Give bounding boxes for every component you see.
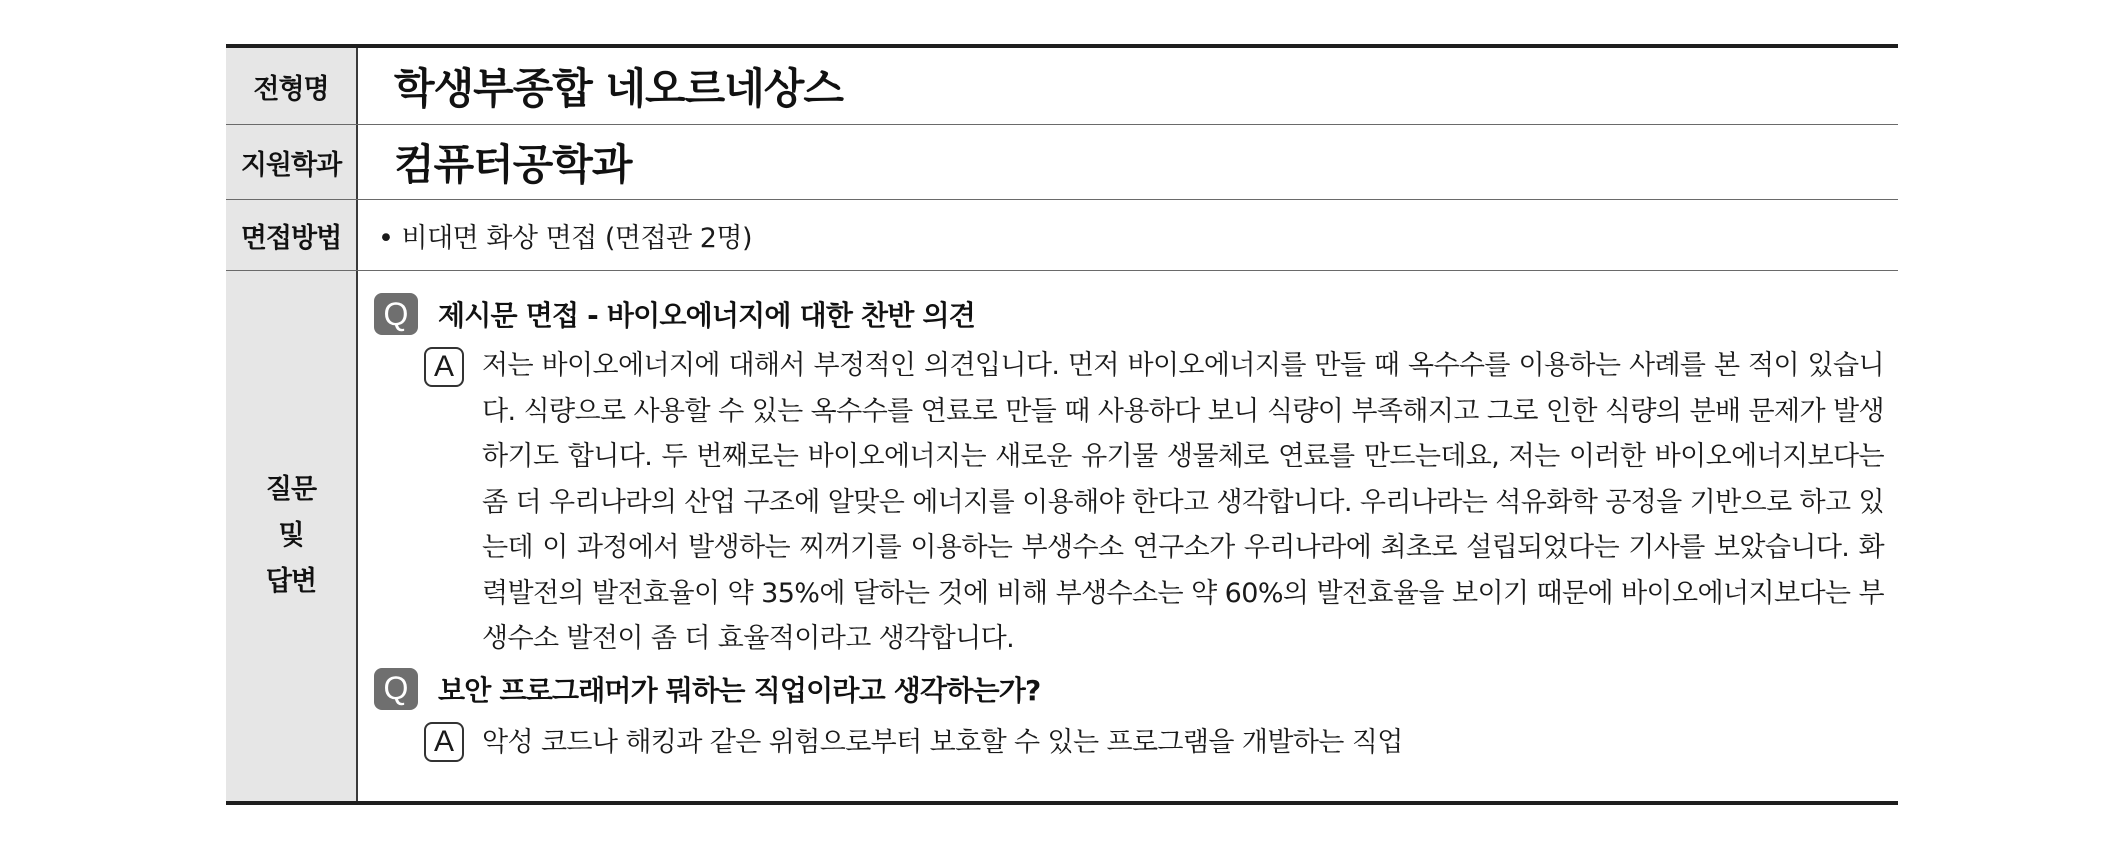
interview-method-row <box>226 200 1898 271</box>
department-row <box>226 125 1898 200</box>
answer-badge: A <box>424 347 464 387</box>
qa-label <box>226 271 358 801</box>
interview-method-label: 면접방법 <box>226 200 358 270</box>
department-label: 지원학과 <box>226 125 358 199</box>
qa-label-line: 질문 <box>265 474 317 505</box>
qa-label-line: 및 <box>278 520 304 551</box>
answer-badge: A <box>424 722 464 762</box>
question-text: 보안 프로그래머가 뭐하는 직업이라고 생각하는가? <box>438 673 1041 707</box>
qa-label-line: 답변 <box>265 566 317 597</box>
interview-info-table <box>226 44 1898 805</box>
answer-text: 저는 바이오에너지에 대해서 부정적인 의견입니다. 먼저 바이오에너지를 만들 때 옥수수를 이용하는 사례를 본 적이 있습니다. 식량으로 사용할 수 있는 옥수수를 연료로 만들 때 사용하다 보니 식량이 부족해지고 그로 인한 식량의 분배 문제가 발생하기도 합니다. 두 번째로는 바이오에너지는 새로운 유기물 생물체로 연료를 만드는데요, 저는 이러한 바이오에너지보다는 좀 더 우리나라의 산업 구조에 알맞은 에너지를 이용해야 한다고 생각합니다. 우리나라는 석유화학 공정을 기반으로 하고 있는데 이 과정에서 발생하는 찌꺼기를 이용하는 부생수소 연구소가 우리나라에 최초로 설립되었다는 기사를 보았습니다. 화력발전의 발전효율이 약 35%에 달하는 것에 비해 부생수소는 약 60%의 발전효율을 보이기 때문에 바이오에너지보다는 부생수소 발전이 좀 더 효율적이라고 생각합니다. <box>482 350 1884 654</box>
qa-row <box>226 271 1898 801</box>
admission-type-label: 전형명 <box>226 48 358 124</box>
department-value: 컴퓨터공학과 <box>394 140 632 189</box>
question-line <box>374 291 1884 337</box>
admission-type-cell <box>358 48 1898 124</box>
answer-text: 악성 코드나 해킹과 같은 위험으로부터 보호할 수 있는 프로그램을 개발하는 직업 <box>482 726 1403 758</box>
question-line <box>374 666 1884 712</box>
qa-content <box>358 271 1898 801</box>
answer-block <box>374 720 1884 766</box>
answer-block <box>374 345 1884 662</box>
admission-type-value: 학생부종합 네오르네상스 <box>394 64 843 113</box>
department-cell <box>358 125 1898 199</box>
interview-method-value: • 비대면 화상 면접 (면접관 2명) <box>378 222 752 254</box>
question-badge: Q <box>374 668 418 710</box>
question-badge: Q <box>374 293 418 335</box>
admission-type-row <box>226 48 1898 125</box>
interview-method-cell <box>358 200 1898 270</box>
question-text: 제시문 면접 - 바이오에너지에 대한 찬반 의견 <box>438 299 975 332</box>
